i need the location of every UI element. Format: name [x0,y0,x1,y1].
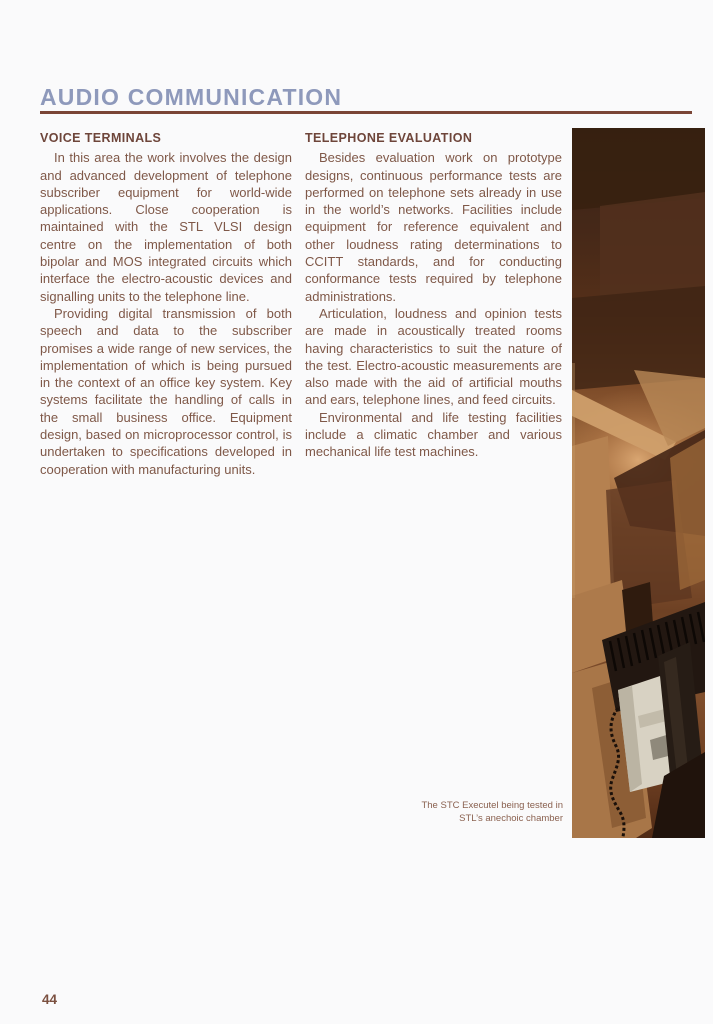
page-title: AUDIO COMMUNICATION [40,84,343,110]
body-paragraph: Providing digital transmission of both speech and data to the subscriber promises a wide range of new services, the implementation of which is being pursued in the context of an office key system. Key systems facilitate the handling of calls in the small business office. Equipment design, based on microprocessor control, is undertaken to specifications developed in cooperation with manufacturing units. [40,305,292,477]
page-number: 44 [42,992,58,1007]
body-paragraph: Besides evaluation work on prototype designs, continuous performance tests are performed on telephone sets already in use in the world’s networks. Facilities include equipment for reference equivalent and other loudness rating determinations to CCITT standards, and for conducting conformance tests required by telephone administrations. [305,150,562,304]
body-paragraph: Environmental and life testing facilities include a climatic chamber and various mechanical life test machines. [305,409,562,460]
section-heading-telephone-evaluation: TELEPHONE EVALUATION [305,131,473,145]
body-paragraph: In this area the work involves the design and advanced development of telephone subscriber equipment for world-wide applications. Close cooperation is maintained with the STL VLSI design centre on the implementation of both bipolar and MOS integrated circuits which interface the electro-acoustic devices and signalling units to the telephone line. [40,150,292,304]
section-heading-voice-terminals: VOICE TERMINALS [40,131,162,145]
photo-caption: The STC Executel being tested in STL’s anechoic chamber [421,800,563,824]
right-column [305,130,562,461]
body-paragraph: Articulation, loudness and opinion tests are made in acoustically treated rooms having characteristics to suit the nature of the test. Electro-acoustic measurements are also made with the aid of artificial mouths and ears, telephone lines, and feed circuits. [305,305,562,408]
anechoic-chamber-photo [572,128,705,838]
left-column [40,130,292,478]
title-rule-divider [40,111,692,114]
